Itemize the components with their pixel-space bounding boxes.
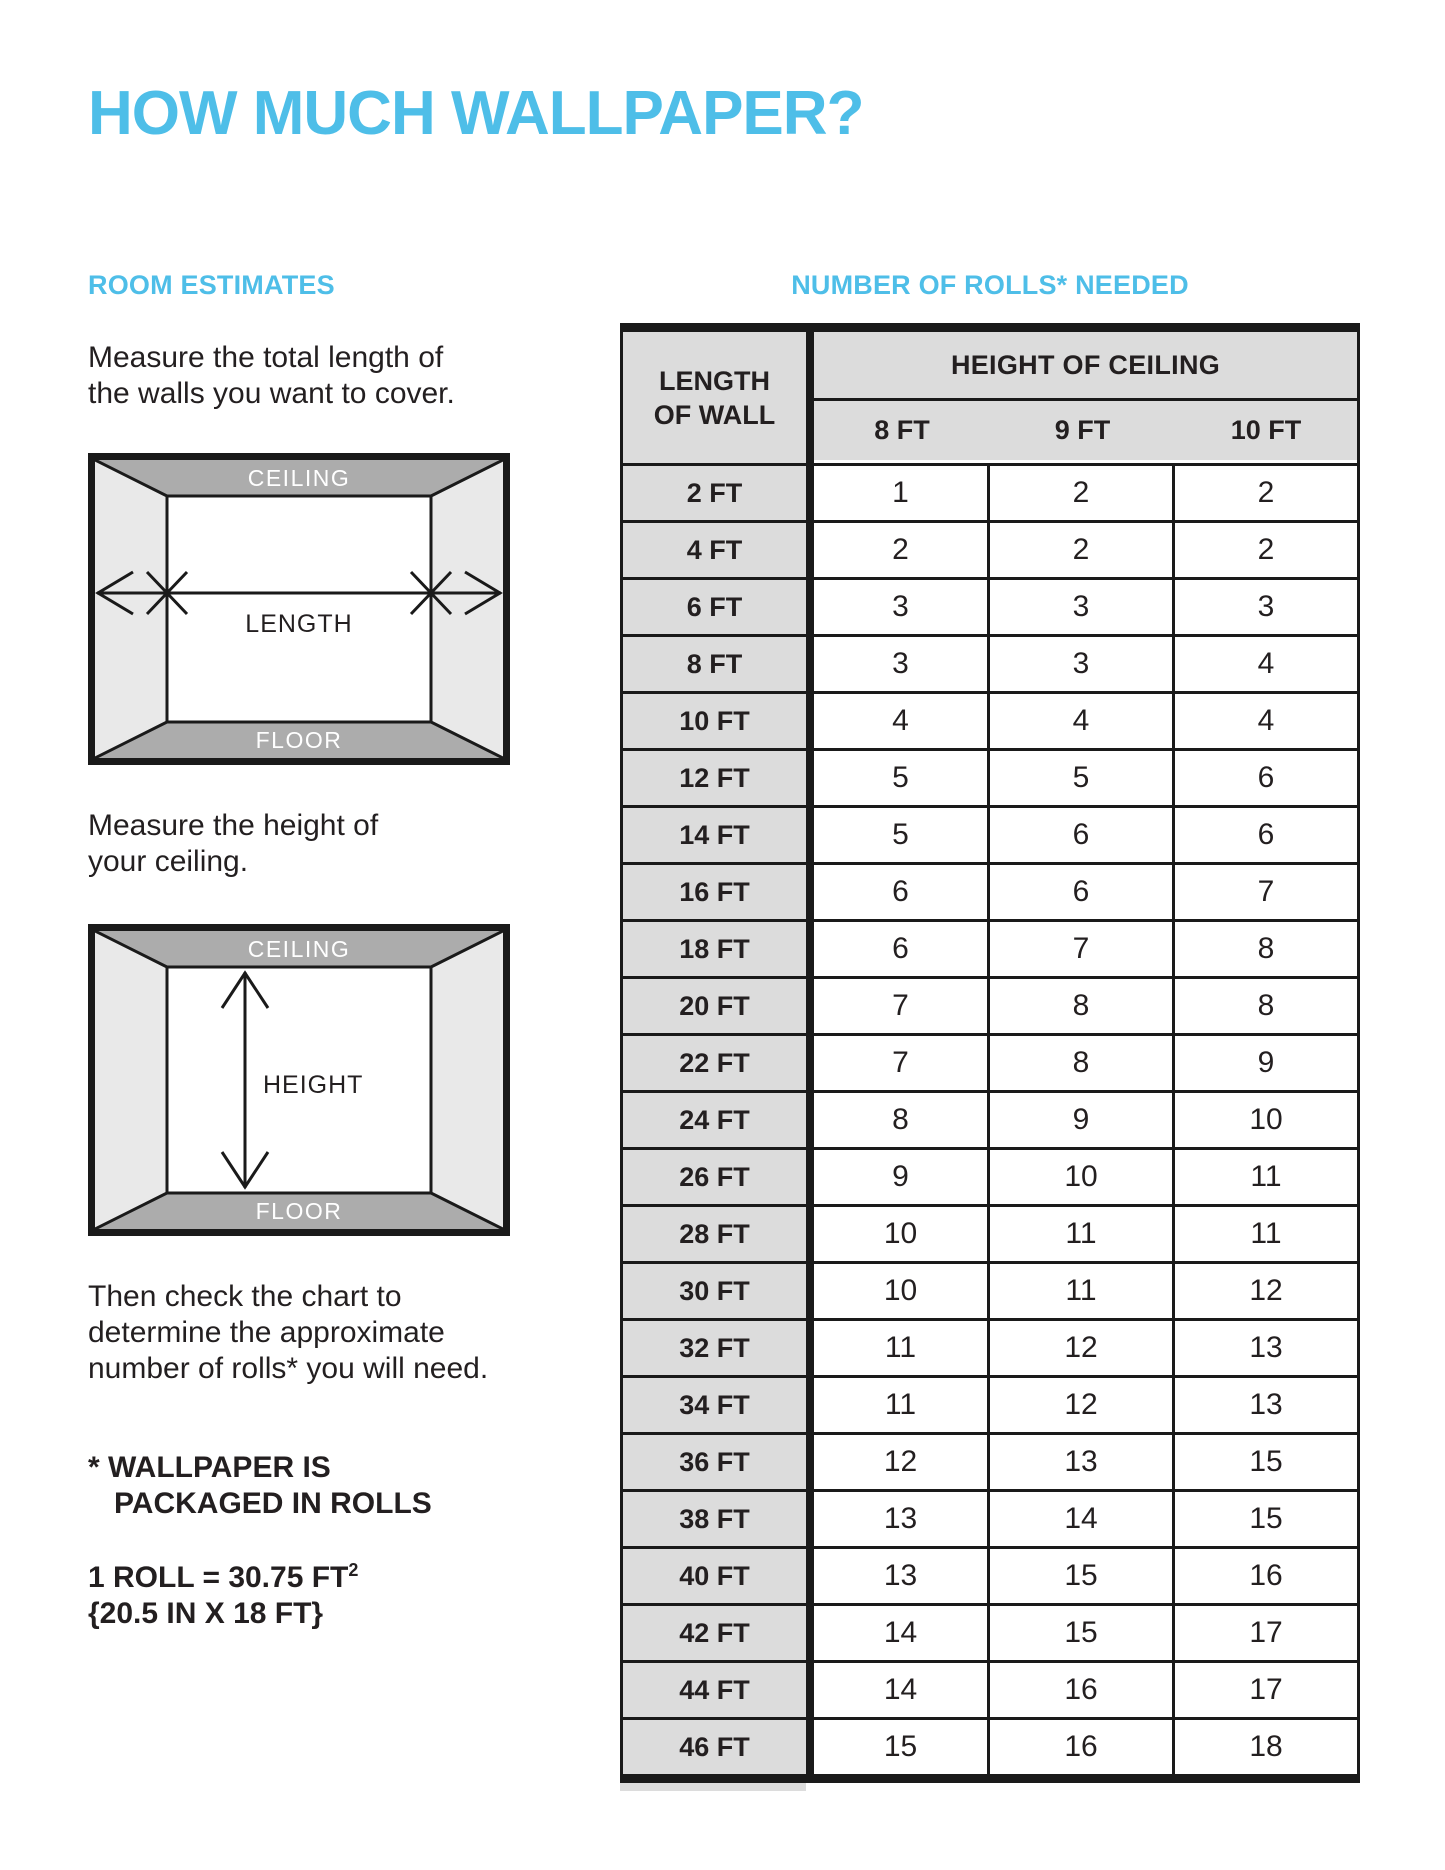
roll-count-cell: 3 — [990, 637, 1175, 691]
table-bottom-bar — [620, 1774, 1360, 1783]
ceiling-label: CEILING — [247, 465, 351, 491]
roll-count-cell: 5 — [990, 751, 1175, 805]
instruction-chart-line1: Then check the chart to — [88, 1280, 402, 1313]
column-divider — [806, 466, 814, 520]
row-label: 36 FT — [620, 1435, 806, 1489]
instruction-chart-line2: determine the approximate — [88, 1316, 445, 1349]
roll-count-cell: 13 — [1175, 1378, 1360, 1432]
roll-count-cell: 2 — [814, 523, 990, 577]
row-label: 38 FT — [620, 1492, 806, 1546]
roll-count-cell: 13 — [990, 1435, 1175, 1489]
roll-count-cell: 13 — [814, 1549, 990, 1603]
roll-count-cell: 6 — [990, 808, 1175, 862]
roll-count-cell: 15 — [1175, 1492, 1360, 1546]
roll-count-cell: 6 — [1175, 751, 1360, 805]
row-label: 34 FT — [620, 1378, 806, 1432]
table-row — [620, 1033, 1360, 1090]
instruction-height — [88, 808, 378, 880]
column-divider — [806, 523, 814, 577]
table-row — [620, 1717, 1360, 1774]
table-body — [620, 463, 1360, 1774]
roll-count-cell: 7 — [1175, 865, 1360, 919]
length-diagram-art — [95, 460, 503, 758]
table-row — [620, 634, 1360, 691]
length-diagram — [88, 453, 510, 765]
row-label: 26 FT — [620, 1150, 806, 1204]
corner-label-line2: OF WALL — [653, 399, 776, 430]
column-divider — [806, 1720, 814, 1774]
instruction-chart-line3: number of rolls* you will need. — [88, 1352, 489, 1385]
roll-count-cell: 9 — [814, 1150, 990, 1204]
column-header-10ft: 10 FT — [1230, 415, 1302, 445]
table-row — [620, 1546, 1360, 1603]
instruction-length-line1: Measure the total length of — [88, 341, 444, 374]
roll-count-cell: 11 — [814, 1321, 990, 1375]
corner-label-line1: LENGTH — [659, 365, 770, 396]
roll-count-cell: 12 — [814, 1435, 990, 1489]
row-label: 28 FT — [620, 1207, 806, 1261]
table-row — [620, 520, 1360, 577]
roll-count-cell: 10 — [814, 1207, 990, 1261]
room-estimates-heading: ROOM ESTIMATES — [88, 270, 335, 300]
table-row — [620, 1603, 1360, 1660]
table-row — [620, 748, 1360, 805]
rolls-footnote-line1: * WALLPAPER IS — [88, 1451, 331, 1484]
roll-count-cell: 9 — [990, 1093, 1175, 1147]
instruction-length — [88, 340, 455, 412]
roll-count-cell: 7 — [814, 979, 990, 1033]
table-row — [620, 1261, 1360, 1318]
column-divider — [806, 751, 814, 805]
column-divider — [806, 1378, 814, 1432]
column-header-8ft: 8 FT — [874, 415, 930, 445]
roll-size-line2: {20.5 IN X 18 FT} — [88, 1597, 324, 1630]
roll-count-cell: 8 — [1175, 922, 1360, 976]
row-label: 18 FT — [620, 922, 806, 976]
back-wall-face — [167, 496, 431, 722]
table-row — [620, 862, 1360, 919]
roll-count-cell: 8 — [990, 979, 1175, 1033]
column-divider — [806, 1093, 814, 1147]
column-divider — [806, 1435, 814, 1489]
roll-count-cell: 4 — [1175, 637, 1360, 691]
column-divider — [806, 979, 814, 1033]
squared-superscript: 2 — [348, 1560, 359, 1580]
rolls-table — [620, 323, 1360, 1791]
roll-count-cell: 13 — [814, 1492, 990, 1546]
height-diagram — [88, 924, 510, 1236]
column-divider — [806, 1150, 814, 1204]
column-divider — [806, 865, 814, 919]
row-label: 42 FT — [620, 1606, 806, 1660]
roll-count-cell: 6 — [814, 865, 990, 919]
roll-count-cell: 4 — [990, 694, 1175, 748]
table-row — [620, 1489, 1360, 1546]
table-row — [620, 976, 1360, 1033]
table-row — [620, 805, 1360, 862]
row-label: 10 FT — [620, 694, 806, 748]
table-top-bar — [620, 323, 1360, 332]
roll-count-cell: 16 — [1175, 1549, 1360, 1603]
page-title: HOW MUCH WALLPAPER? — [88, 79, 864, 148]
roll-count-cell: 1 — [814, 466, 990, 520]
table-row — [620, 463, 1360, 520]
instruction-height-line2: your ceiling. — [88, 845, 249, 878]
roll-count-cell: 15 — [990, 1549, 1175, 1603]
roll-count-cell: 2 — [1175, 523, 1360, 577]
ceiling-header-group — [814, 332, 1360, 463]
row-label: 12 FT — [620, 751, 806, 805]
row-label: 14 FT — [620, 808, 806, 862]
roll-count-cell: 2 — [990, 523, 1175, 577]
column-divider — [806, 1663, 814, 1717]
left-wall-face — [95, 931, 167, 1229]
height-label: HEIGHT — [263, 1071, 364, 1099]
roll-count-cell: 2 — [1175, 466, 1360, 520]
column-divider — [806, 694, 814, 748]
roll-count-cell: 6 — [1175, 808, 1360, 862]
table-row — [620, 1204, 1360, 1261]
rolls-footnote — [88, 1450, 432, 1522]
rolls-needed-heading: NUMBER OF ROLLS* NEEDED — [791, 270, 1189, 300]
roll-size-line1: 1 ROLL = 30.75 $FT^2$ — [88, 1560, 359, 1594]
roll-count-cell: 11 — [1175, 1150, 1360, 1204]
roll-count-cell: 3 — [814, 580, 990, 634]
roll-count-cell: 3 — [1175, 580, 1360, 634]
ceiling-label: CEILING — [247, 936, 351, 962]
row-label: 8 FT — [620, 637, 806, 691]
table-row — [620, 919, 1360, 976]
roll-count-cell: 11 — [990, 1264, 1175, 1318]
roll-count-cell: 10 — [990, 1150, 1175, 1204]
roll-count-cell: 10 — [1175, 1093, 1360, 1147]
instruction-length-line2: the walls you want to cover. — [88, 377, 455, 410]
row-label: 32 FT — [620, 1321, 806, 1375]
rolls-footnote-line2: PACKAGED IN ROLLS — [114, 1487, 432, 1520]
row-label: 44 FT — [620, 1663, 806, 1717]
row-label: 22 FT — [620, 1036, 806, 1090]
table-row — [620, 691, 1360, 748]
column-divider — [806, 1492, 814, 1546]
table-row — [620, 1147, 1360, 1204]
roll-count-cell: 5 — [814, 751, 990, 805]
roll-size-info — [88, 1552, 358, 1632]
roll-count-cell: 10 — [814, 1264, 990, 1318]
roll-count-cell: 15 — [814, 1720, 990, 1774]
table-header — [620, 332, 1360, 463]
table-row — [620, 1432, 1360, 1489]
roll-count-cell: 14 — [990, 1492, 1175, 1546]
roll-count-cell: 15 — [1175, 1435, 1360, 1489]
table-row — [620, 577, 1360, 634]
roll-count-cell: 5 — [814, 808, 990, 862]
column-divider — [806, 1264, 814, 1318]
row-label: 4 FT — [620, 523, 806, 577]
column-divider — [806, 922, 814, 976]
ceiling-subheader-row — [814, 398, 1357, 460]
roll-count-cell: 16 — [990, 1663, 1175, 1717]
roll-count-cell: 11 — [814, 1378, 990, 1432]
roll-count-cell: 17 — [1175, 1663, 1360, 1717]
roll-count-cell: 4 — [814, 694, 990, 748]
roll-count-cell: 12 — [990, 1378, 1175, 1432]
floor-label: FLOOR — [255, 1198, 343, 1224]
row-label: 30 FT — [620, 1264, 806, 1318]
ceiling-group-label: HEIGHT OF CEILING — [814, 332, 1357, 398]
table-row — [620, 1660, 1360, 1717]
table-row — [620, 1090, 1360, 1147]
column-divider — [806, 808, 814, 862]
row-label: 46 FT — [620, 1720, 806, 1774]
roll-count-cell: 12 — [990, 1321, 1175, 1375]
right-wall-face — [431, 460, 503, 758]
roll-count-cell: 3 — [814, 637, 990, 691]
roll-count-cell: 2 — [990, 466, 1175, 520]
column-divider — [806, 637, 814, 691]
column-header-9ft: 9 FT — [1054, 415, 1111, 445]
label-column-tab — [620, 1783, 806, 1791]
row-label: 40 FT — [620, 1549, 806, 1603]
roll-count-cell: 11 — [990, 1207, 1175, 1261]
row-label: 2 FT — [620, 466, 806, 520]
roll-count-cell: 8 — [814, 1093, 990, 1147]
column-divider — [806, 1606, 814, 1660]
length-label: LENGTH — [245, 610, 353, 638]
right-wall-face — [431, 931, 503, 1229]
roll-count-cell: 8 — [1175, 979, 1360, 1033]
roll-count-cell: 15 — [990, 1606, 1175, 1660]
roll-count-cell: 3 — [990, 580, 1175, 634]
row-label: 24 FT — [620, 1093, 806, 1147]
roll-count-cell: 17 — [1175, 1606, 1360, 1660]
left-wall-face — [95, 460, 167, 758]
instruction-chart — [88, 1279, 488, 1387]
roll-count-cell: 6 — [814, 922, 990, 976]
roll-count-cell: 14 — [814, 1606, 990, 1660]
roll-count-cell: 16 — [990, 1720, 1175, 1774]
table-row — [620, 1318, 1360, 1375]
roll-count-cell: 7 — [814, 1036, 990, 1090]
roll-count-cell: 6 — [990, 865, 1175, 919]
roll-count-cell: 12 — [1175, 1264, 1360, 1318]
column-divider — [806, 580, 814, 634]
column-divider — [806, 1036, 814, 1090]
roll-count-cell: 8 — [990, 1036, 1175, 1090]
roll-count-cell: 4 — [1175, 694, 1360, 748]
roll-count-cell: 9 — [1175, 1036, 1360, 1090]
row-label: 20 FT — [620, 979, 806, 1033]
column-divider — [806, 1321, 814, 1375]
roll-count-cell: 11 — [1175, 1207, 1360, 1261]
roll-count-cell: 13 — [1175, 1321, 1360, 1375]
row-label: 6 FT — [620, 580, 806, 634]
floor-label: FLOOR — [255, 727, 343, 753]
roll-count-cell: 18 — [1175, 1720, 1360, 1774]
table-row — [620, 1375, 1360, 1432]
roll-count-cell: 14 — [814, 1663, 990, 1717]
column-divider — [806, 1549, 814, 1603]
corner-header-cell — [620, 332, 806, 463]
header-column-divider — [806, 332, 814, 463]
instruction-height-line1: Measure the height of — [88, 809, 379, 842]
roll-count-cell: 7 — [990, 922, 1175, 976]
row-label: 16 FT — [620, 865, 806, 919]
column-divider — [806, 1207, 814, 1261]
